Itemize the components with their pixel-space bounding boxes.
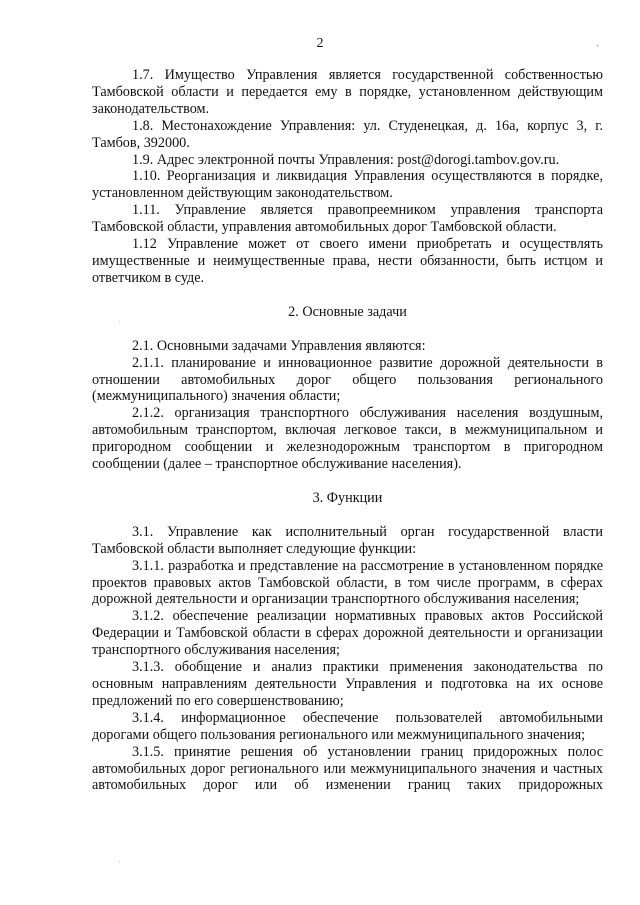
paragraph-3-1: 3.1. Управление как исполнительный орган государственной власти Тамбовской области выполняет следующие функции: bbox=[92, 523, 603, 557]
paragraph-3-1-3: 3.1.3. обобщение и анализ практики применения законодательства по основным направлениям деятельности Управления и подготовка на их основе предложений по его совершенствованию; bbox=[92, 659, 603, 709]
paragraph-1-9: 1.9. Адрес электронной почты Управления: post@dorogi.tambov.gov.ru. bbox=[132, 151, 560, 168]
paragraph-3-1-5: 3.1.5. принятие решения об установлении границ придорожных полос автомобильных дорог регионального или межмуниципального значения и частных автомобильных дорог или об изменении границ таких придорожных bbox=[92, 743, 603, 794]
paragraph-2-1-1: 2.1.1. планирование и инновационное развитие дорожной деятельности в отношении автомобильных дорог общего пользования регионального (межмуниципального) значения области; bbox=[92, 354, 603, 405]
paragraph-1-7: 1.7. Имущество Управления является государственной собственностью Тамбовской области и передается ему в порядке, установленном действующим законодательством. bbox=[92, 67, 603, 117]
paragraph-3-1-2: 3.1.2. обеспечение реализации нормативных правовых актов Российской Федерации и Тамбовской области в сферах дорожной деятельности и организации транспортного обслуживания населения; bbox=[92, 608, 603, 659]
paragraph-3-1-4: 3.1.4. информационное обеспечение пользователей автомобильными дорогами общего пользования регионального или межмуниципального значения; bbox=[92, 709, 603, 743]
paragraph-1-10: 1.10. Реорганизация и ликвидация Управления осуществляются в порядке, установленном действующим законодательством. bbox=[92, 168, 603, 202]
scan-speck: · bbox=[118, 857, 121, 867]
scan-speck: · bbox=[118, 317, 121, 327]
paragraph-3-1-1: 3.1.1. разработка и представление на рассмотрение в установленном порядке проектов правовых актов Тамбовской области, в том числе программ, в сферах дорожной деятельности и организации транспортного обслуживания населения; bbox=[92, 557, 603, 608]
paragraph-1-11: 1.11. Управление является правопреемником управления транспорта Тамбовской области, управления автомобильных дорог Тамбовской области. bbox=[92, 202, 603, 236]
paragraph-1-12: 1.12 Управление может от своего имени приобретать и осуществлять имущественные и неимущественные права, нести обязанности, быть истцом и ответчиком в суде. bbox=[92, 236, 603, 286]
paragraph-1-8: 1.8. Местонахождение Управления: ул. Студенецкая, д. 16а, корпус 3, г. Тамбов, 392000. bbox=[92, 117, 603, 151]
paragraph-2-1: 2.1. Основными задачами Управления являются: bbox=[132, 337, 426, 354]
document-body bbox=[92, 67, 603, 794]
paragraph-2-1-2: 2.1.2. организация транспортного обслуживания населения воздушным, автомобильным транспортом, включая легковое такси, в межмуниципальном и пригородном сообщении и железнодорожным транспортом в пригородном сообщении (далее – транспортное обслуживание населения). bbox=[92, 405, 603, 473]
section-3-title: 3. Функции bbox=[312, 489, 383, 506]
scan-speck: • bbox=[596, 41, 600, 51]
page-number: 2 bbox=[316, 36, 324, 51]
section-2-title: 2. Основные задачи bbox=[288, 303, 407, 320]
